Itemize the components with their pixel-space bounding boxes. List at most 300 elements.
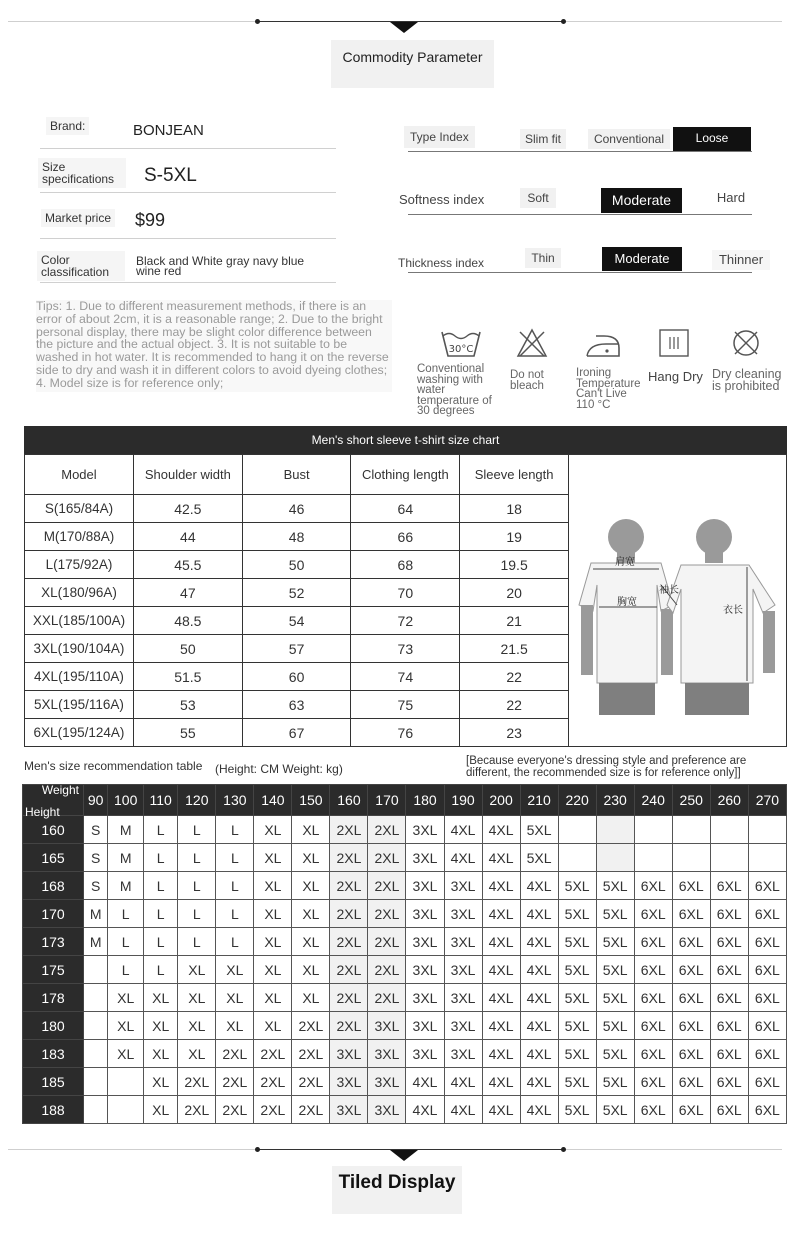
size-cell: 67 [242, 719, 351, 747]
size-recommendation-cell: 3XL [406, 956, 444, 984]
size-recommendation-cell: 4XL [520, 1068, 558, 1096]
height-row [23, 900, 787, 928]
size-cell: XXL(185/100A) [25, 607, 134, 635]
size-recommendation-cell: 6XL [748, 928, 786, 956]
size-recommendation-cell: L [108, 900, 144, 928]
index-line [408, 151, 752, 152]
size-recommendation-cell: S [84, 816, 108, 844]
size-recommendation-cell: XL [254, 900, 292, 928]
size-recommendation-cell: 2XL [292, 1096, 330, 1124]
size-recommendation-cell [596, 844, 634, 872]
size-recommendation-cell: 3XL [406, 1012, 444, 1040]
size-recommendation-cell [84, 956, 108, 984]
size-recommendation-cell: 3XL [406, 1040, 444, 1068]
size-recommendation-cell: XL [292, 900, 330, 928]
size-recommendation-cell: 6XL [672, 984, 710, 1012]
size-recommendation-cell: S [84, 872, 108, 900]
size-recommendation-cell: 4XL [444, 816, 482, 844]
size-row [25, 663, 569, 691]
size-recommendation-cell: 4XL [482, 816, 520, 844]
height-cell: 170 [23, 900, 84, 928]
height-row [23, 984, 787, 1012]
weight-header: 260 [710, 785, 748, 816]
size-recommendation-cell [84, 984, 108, 1012]
size-recommendation-cell: 2XL [368, 900, 406, 928]
size-recommendation-cell: XL [144, 984, 178, 1012]
size-recommendation-cell: 6XL [672, 928, 710, 956]
size-recommendation-cell: 5XL [558, 1096, 596, 1124]
weight-header: 160 [330, 785, 368, 816]
size-recommendation-cell: XL [254, 844, 292, 872]
size-recommendation-cell: 6XL [672, 900, 710, 928]
size-recommendation-cell: 6XL [634, 984, 672, 1012]
size-cell: 75 [351, 691, 460, 719]
model-figure [569, 454, 787, 747]
size-recommendation-cell: 6XL [672, 1012, 710, 1040]
size-recommendation-cell: XL [254, 984, 292, 1012]
height-row [23, 956, 787, 984]
size-recommendation-cell: 3XL [444, 984, 482, 1012]
size-recommendation-cell: XL [108, 1012, 144, 1040]
size-recommendation-cell: 2XL [330, 928, 368, 956]
size-recommendation-cell: L [178, 900, 216, 928]
index-option: Thin [525, 248, 561, 268]
size-cell: 72 [351, 607, 460, 635]
size-recommendation-cell: 6XL [748, 900, 786, 928]
size-recommendation-cell: 4XL [520, 1012, 558, 1040]
tshirt-models-illustration [569, 455, 786, 746]
height-cell: 168 [23, 872, 84, 900]
size-recommendation-cell: 2XL [254, 1068, 292, 1096]
size-recommendation-cell: 4XL [520, 1040, 558, 1068]
param-label-price: Market price [41, 209, 115, 227]
size-recommendation-cell: XL [216, 956, 254, 984]
size-recommendation-cell [84, 1012, 108, 1040]
height-row [23, 1096, 787, 1124]
size-recommendation-cell: L [178, 872, 216, 900]
size-header-model: Model [25, 455, 134, 495]
size-recommendation-cell: 4XL [444, 844, 482, 872]
size-recommendation-cell: 5XL [520, 844, 558, 872]
size-chart-title: Men's short sleeve t-shirt size chart [24, 426, 787, 454]
size-recommendation-cell: XL [254, 1012, 292, 1040]
care-text-hang-dry: Hang Dry [648, 369, 703, 384]
size-recommendation-cell: 5XL [596, 900, 634, 928]
size-cell: 42.5 [133, 495, 242, 523]
size-recommendation-cell: 3XL [368, 1068, 406, 1096]
size-recommendation-cell: 2XL [368, 956, 406, 984]
param-divider [40, 282, 336, 283]
size-recommendation-cell: 6XL [710, 872, 748, 900]
care-text-dry-clean: Dry cleaning is prohibited [712, 367, 782, 393]
divider-triangle-icon [390, 1150, 418, 1161]
size-recommendation-cell: 6XL [672, 1068, 710, 1096]
index-option: Conventional [588, 129, 670, 149]
size-recommendation-cell: 3XL [444, 928, 482, 956]
size-header-sleeve: Sleeve length [460, 455, 569, 495]
size-recommendation-cell: 3XL [406, 900, 444, 928]
size-header-bust: Bust [242, 455, 351, 495]
size-cell: 48 [242, 523, 351, 551]
size-recommendation-cell: 5XL [558, 1068, 596, 1096]
size-recommendation-cell: 4XL [444, 1096, 482, 1124]
param-label-color: Color classification [37, 251, 125, 281]
divider-dot-left [255, 1147, 260, 1152]
size-recommendation-cell: 3XL [330, 1096, 368, 1124]
size-recommendation-cell: 2XL [330, 816, 368, 844]
size-recommendation-cell: L [144, 900, 178, 928]
size-recommendation-cell: 2XL [292, 1040, 330, 1068]
size-recommendation-cell: 4XL [482, 1068, 520, 1096]
size-recommendation-cell: M [84, 900, 108, 928]
size-recommendation-cell: 2XL [368, 844, 406, 872]
size-recommendation-cell: XL [292, 928, 330, 956]
size-row [25, 579, 569, 607]
size-cell: L(175/92A) [25, 551, 134, 579]
param-value-price: $99 [135, 210, 166, 230]
weight-header: 200 [482, 785, 520, 816]
height-cell: 188 [23, 1096, 84, 1124]
weight-header: 210 [520, 785, 558, 816]
size-recommendation-cell [596, 816, 634, 844]
param-value-color: Black and White gray navy blue wine red [136, 254, 305, 278]
size-recommendation-cell: 3XL [444, 1012, 482, 1040]
index-option: Soft [520, 188, 556, 208]
size-recommendation-cell: 6XL [710, 1040, 748, 1068]
size-recommendation-cell: L [144, 816, 178, 844]
size-recommendation-cell: S [84, 844, 108, 872]
index-option: Slim fit [520, 129, 566, 149]
size-recommendation-cell: 5XL [558, 900, 596, 928]
height-row [23, 872, 787, 900]
weight-header: 140 [254, 785, 292, 816]
size-recommendation-cell [108, 1096, 144, 1124]
weight-header: 170 [368, 785, 406, 816]
height-row [23, 928, 787, 956]
size-recommendation-cell: XL [178, 1012, 216, 1040]
size-cell: 23 [460, 719, 569, 747]
figure-label-bust: 胸宽 [617, 597, 637, 608]
size-cell: 21 [460, 607, 569, 635]
no-dry-clean-icon [731, 328, 761, 363]
care-text-bleach: Do not bleach [510, 369, 544, 392]
size-recommendation-cell: 2XL [216, 1068, 254, 1096]
size-recommendation-cell: 2XL [330, 1012, 368, 1040]
index-option: Hard [716, 190, 746, 205]
index-label-type: Type Index [404, 126, 475, 148]
size-recommendation-cell: 2XL [216, 1096, 254, 1124]
size-recommendation-cell [748, 816, 786, 844]
size-recommendation-cell: 6XL [634, 1096, 672, 1124]
height-cell: 175 [23, 956, 84, 984]
size-cell: 70 [351, 579, 460, 607]
size-recommendation-cell [108, 1068, 144, 1096]
do-not-bleach-icon [516, 327, 548, 364]
size-recommendation-cell: XL [292, 984, 330, 1012]
size-recommendation-cell: 5XL [596, 872, 634, 900]
size-recommendation-cell: XL [144, 1012, 178, 1040]
size-recommendation-cell: 6XL [634, 1040, 672, 1068]
size-recommendation-cell [672, 816, 710, 844]
size-row [25, 607, 569, 635]
param-divider [40, 148, 336, 149]
size-recommendation-cell: 6XL [710, 900, 748, 928]
size-row [25, 635, 569, 663]
size-recommendation-cell: 3XL [406, 844, 444, 872]
size-recommendation-cell: 3XL [406, 872, 444, 900]
param-label-brand: Brand: [46, 117, 89, 135]
index-option-selected: Moderate [602, 247, 682, 271]
size-cell: 57 [242, 635, 351, 663]
size-recommendation-cell: 4XL [520, 984, 558, 1012]
size-recommendation-cell: XL [292, 872, 330, 900]
index-option: Thinner [712, 250, 770, 270]
size-cell: 76 [351, 719, 460, 747]
care-text-iron: Ironing Temperature Can't Live 110 °C [576, 367, 641, 411]
size-recommendation-cell: L [144, 872, 178, 900]
size-recommendation-cell: 5XL [596, 984, 634, 1012]
size-recommendation-cell: 6XL [710, 984, 748, 1012]
index-line [408, 214, 752, 215]
size-recommendation-cell: L [216, 872, 254, 900]
weight-axis-label: Weight [41, 783, 79, 797]
size-cell: 47 [133, 579, 242, 607]
size-row [25, 691, 569, 719]
size-recommendation-cell: 4XL [482, 956, 520, 984]
size-cell: 73 [351, 635, 460, 663]
height-row [23, 1068, 787, 1096]
size-recommendation-cell: 4XL [520, 956, 558, 984]
size-recommendation-cell: XL [292, 844, 330, 872]
size-recommendation-cell: 2XL [368, 872, 406, 900]
size-recommendation-cell: XL [254, 816, 292, 844]
weight-header: 110 [144, 785, 178, 816]
size-recommendation-cell: 6XL [748, 1096, 786, 1124]
size-recommendation-cell: 2XL [368, 816, 406, 844]
height-row [23, 816, 787, 844]
size-recommendation-cell: 4XL [482, 984, 520, 1012]
height-cell: 160 [23, 816, 84, 844]
hang-dry-icon [659, 329, 689, 362]
size-recommendation-cell: XL [108, 984, 144, 1012]
size-recommendation-cell: 2XL [330, 956, 368, 984]
size-recommendation-cell: 6XL [634, 1068, 672, 1096]
size-recommendation-cell: 5XL [558, 1040, 596, 1068]
wash-30-icon [440, 328, 482, 365]
size-cell: 50 [133, 635, 242, 663]
size-cell: 55 [133, 719, 242, 747]
size-recommendation-cell: 2XL [368, 984, 406, 1012]
size-recommendation-cell: 5XL [596, 1068, 634, 1096]
size-recommendation-cell: 2XL [292, 1012, 330, 1040]
size-cell: 3XL(190/104A) [25, 635, 134, 663]
size-recommendation-cell: XL [144, 1040, 178, 1068]
size-recommendation-cell: XL [144, 1068, 178, 1096]
tips-text: Tips: 1. Due to different measurement methods, if there is an error of about 2cm, it is a reasonable range; 2. Due to the bright personal display, there may be slight color difference between the picture and the actual object. 3. It is not suitable to be washed in hot water. It is recommended to hang it on the reverse side to dry and wash it in different colors to avoid dyeing clothes; 4. Model size is for reference only; [36, 300, 392, 392]
size-cell: 45.5 [133, 551, 242, 579]
size-chart-table [24, 454, 569, 747]
size-recommendation-cell: 6XL [748, 872, 786, 900]
size-cell: 68 [351, 551, 460, 579]
size-recommendation-cell: 2XL [330, 844, 368, 872]
size-recommendation-cell: 6XL [748, 1040, 786, 1068]
size-recommendation-cell [710, 844, 748, 872]
size-recommendation-cell: 6XL [634, 900, 672, 928]
size-recommendation-cell: XL [178, 1040, 216, 1068]
size-recommendation-cell: 4XL [520, 900, 558, 928]
size-recommendation-cell: XL [108, 1040, 144, 1068]
size-cell: 63 [242, 691, 351, 719]
size-recommendation-cell: 5XL [558, 956, 596, 984]
size-row [25, 495, 569, 523]
param-divider [40, 192, 336, 193]
size-recommendation-cell: 6XL [748, 1068, 786, 1096]
size-recommendation-cell: M [108, 872, 144, 900]
weight-header-row [23, 785, 787, 816]
size-row [25, 719, 569, 747]
size-cell: 44 [133, 523, 242, 551]
size-recommendation-cell: XL [254, 872, 292, 900]
weight-header: 120 [178, 785, 216, 816]
size-cell: 20 [460, 579, 569, 607]
size-cell: 52 [242, 579, 351, 607]
size-recommendation-cell: 6XL [672, 1040, 710, 1068]
size-recommendation-cell: 6XL [748, 984, 786, 1012]
size-recommendation-cell: 2XL [330, 984, 368, 1012]
size-recommendation-cell: 5XL [558, 1012, 596, 1040]
size-recommendation-cell [634, 816, 672, 844]
size-recommendation-cell: 5XL [558, 872, 596, 900]
size-recommendation-cell: 6XL [710, 1068, 748, 1096]
size-recommendation-cell: 3XL [444, 900, 482, 928]
height-cell: 185 [23, 1068, 84, 1096]
size-recommendation-cell: 6XL [748, 956, 786, 984]
height-row [23, 844, 787, 872]
size-recommendation-cell: 5XL [596, 928, 634, 956]
size-recommendation-cell: 4XL [406, 1096, 444, 1124]
size-recommendation-cell: 5XL [558, 984, 596, 1012]
recommendation-title: Men's size recommendation table [24, 759, 203, 773]
index-line [408, 272, 752, 273]
size-recommendation-cell [710, 816, 748, 844]
size-recommendation-cell [84, 1068, 108, 1096]
size-cell: 21.5 [460, 635, 569, 663]
size-recommendation-cell [84, 1096, 108, 1124]
param-value-size: S-5XL [144, 165, 197, 186]
size-recommendation-cell: 2XL [178, 1096, 216, 1124]
height-cell: 180 [23, 1012, 84, 1040]
size-recommendation-cell: 5XL [520, 816, 558, 844]
section-title-tiled-display: Tiled Display [332, 1166, 462, 1214]
size-recommendation-cell: 3XL [330, 1040, 368, 1068]
size-cell: S(165/84A) [25, 495, 134, 523]
index-label-thickness: Thickness index [398, 256, 485, 270]
size-recommendation-cell: 4XL [520, 1096, 558, 1124]
size-recommendation-cell: L [178, 844, 216, 872]
recommendation-note: [Because everyone's dressing style and preference are different, the recommended size is for reference only]] [466, 755, 747, 779]
size-recommendation-cell: L [216, 928, 254, 956]
size-recommendation-cell: 4XL [520, 872, 558, 900]
index-option-selected: Moderate [601, 188, 682, 213]
size-recommendation-cell: 4XL [406, 1068, 444, 1096]
weight-header: 270 [748, 785, 786, 816]
size-recommendation-cell: L [144, 956, 178, 984]
size-recommendation-cell: 6XL [672, 1096, 710, 1124]
weight-header: 90 [84, 785, 108, 816]
size-cell: 50 [242, 551, 351, 579]
size-recommendation-cell: 2XL [292, 1068, 330, 1096]
size-recommendation-cell: XL [254, 928, 292, 956]
table-corner [23, 783, 84, 819]
size-recommendation-cell: 4XL [482, 872, 520, 900]
size-recommendation-cell: 6XL [710, 928, 748, 956]
size-cell: XL(180/96A) [25, 579, 134, 607]
size-recommendation-cell: L [108, 928, 144, 956]
size-recommendation-cell: 3XL [444, 1040, 482, 1068]
size-row [25, 523, 569, 551]
size-recommendation-cell: 2XL [254, 1096, 292, 1124]
size-header-shoulder: Shoulder width [133, 455, 242, 495]
size-cell: 19.5 [460, 551, 569, 579]
weight-header: 190 [444, 785, 482, 816]
size-cell: 22 [460, 691, 569, 719]
size-recommendation-cell: M [108, 816, 144, 844]
size-recommendation-cell: XL [292, 956, 330, 984]
size-recommendation-cell: XL [292, 816, 330, 844]
size-recommendation-cell [558, 816, 596, 844]
size-recommendation-cell: 2XL [330, 872, 368, 900]
care-text-wash: Conventional washing with water temperature of 30 degrees [417, 363, 492, 417]
size-recommendation-cell: M [84, 928, 108, 956]
weight-header: 220 [558, 785, 596, 816]
size-recommendation-cell: 6XL [634, 928, 672, 956]
size-recommendation-cell: XL [178, 984, 216, 1012]
size-recommendation-cell: 3XL [444, 956, 482, 984]
size-recommendation-cell: L [216, 844, 254, 872]
size-recommendation-cell [558, 844, 596, 872]
size-recommendation-cell: 3XL [368, 1040, 406, 1068]
size-recommendation-cell: L [178, 928, 216, 956]
weight-header: 130 [216, 785, 254, 816]
size-cell: 51.5 [133, 663, 242, 691]
size-recommendation-cell: 4XL [482, 844, 520, 872]
size-recommendation-cell: 3XL [406, 816, 444, 844]
size-cell: 19 [460, 523, 569, 551]
size-cell: 74 [351, 663, 460, 691]
size-recommendation-cell: 3XL [368, 1012, 406, 1040]
size-recommendation-cell: M [108, 844, 144, 872]
height-cell: 183 [23, 1040, 84, 1068]
size-recommendation-cell: 3XL [368, 1096, 406, 1124]
divider-triangle-icon [390, 22, 418, 33]
size-recommendation-cell: 6XL [710, 956, 748, 984]
height-row [23, 1012, 787, 1040]
size-recommendation-cell: 4XL [520, 928, 558, 956]
size-recommendation-cell: 5XL [596, 1040, 634, 1068]
recommendation-rows [23, 816, 787, 1124]
size-recommendation-cell: 6XL [672, 872, 710, 900]
figure-label-length: 衣长 [723, 605, 743, 616]
size-recommendation-cell [634, 844, 672, 872]
size-recommendation-cell: L [108, 956, 144, 984]
size-recommendation-cell: L [144, 928, 178, 956]
size-row [25, 551, 569, 579]
size-recommendation-cell: XL [178, 956, 216, 984]
recommendation-table [22, 784, 787, 1124]
size-recommendation-cell: 4XL [482, 900, 520, 928]
size-recommendation-cell [84, 1040, 108, 1068]
size-recommendation-cell: 6XL [710, 1096, 748, 1124]
